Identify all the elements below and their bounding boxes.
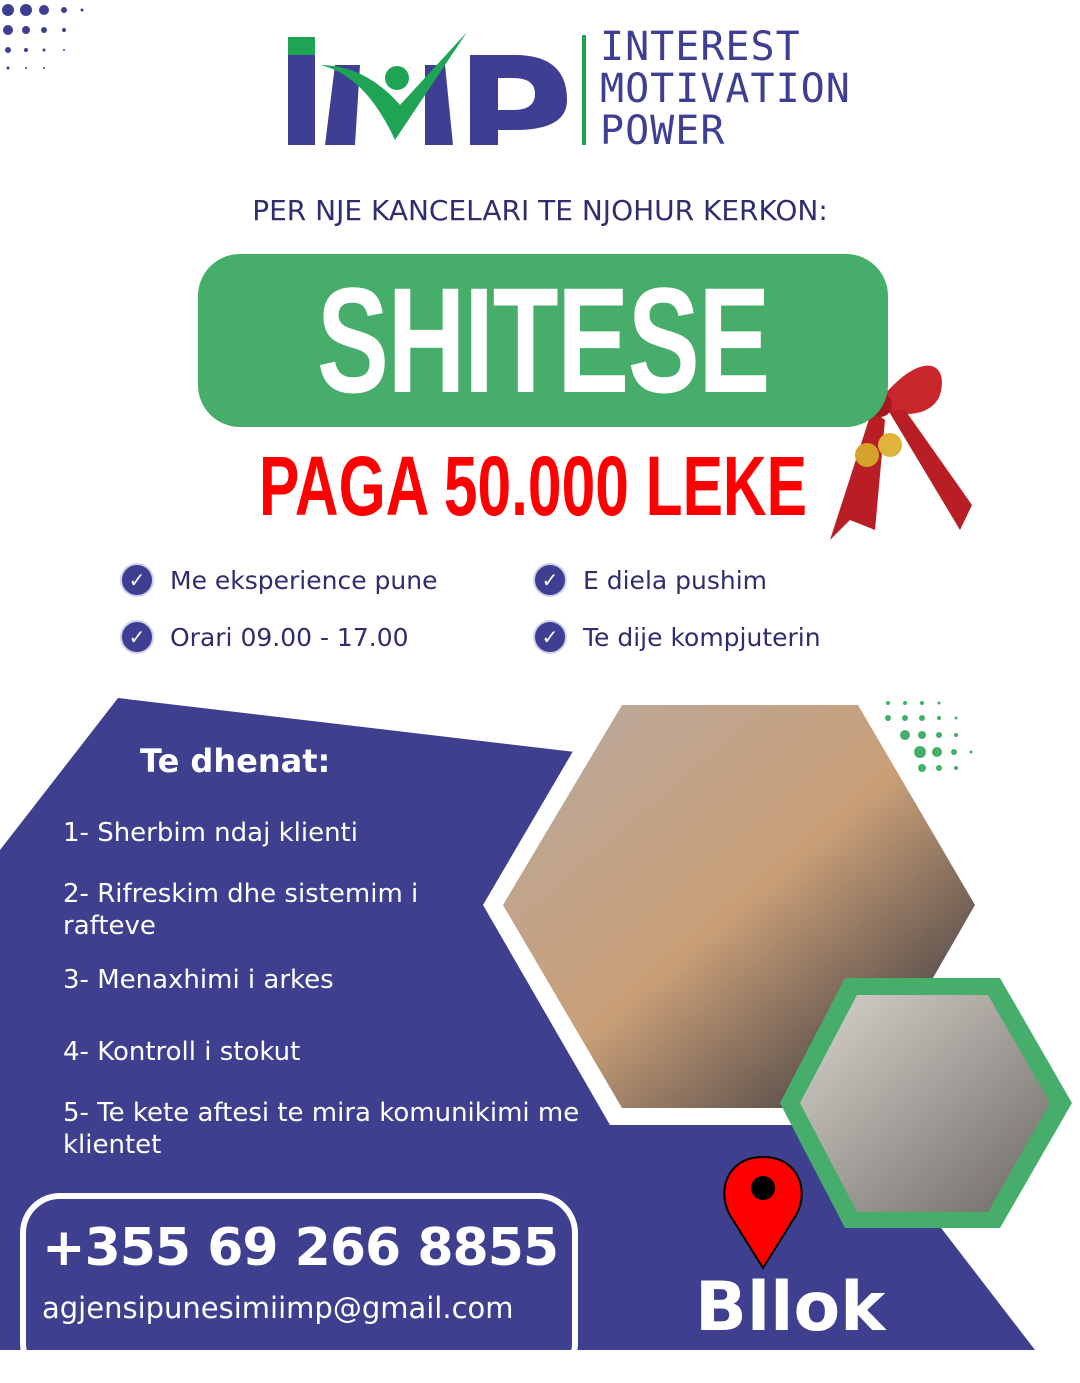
- requirement-item: [533, 563, 767, 597]
- position-title: SHITESE: [316, 256, 770, 424]
- detail-item: 1- Sherbim ndaj klienti: [63, 818, 358, 848]
- location-name: Bllok: [695, 1268, 886, 1347]
- logo-tagline: [600, 26, 851, 152]
- logo-word: POWER: [600, 108, 726, 154]
- position-banner: [198, 254, 888, 427]
- requirement-label: Orari 09.00 - 17.00: [170, 622, 409, 652]
- check-icon: ✓: [120, 563, 154, 597]
- requirement-label: Me eksperience pune: [170, 565, 438, 595]
- salary: PAGA 50.000 LEKE: [259, 439, 807, 533]
- requirement-label: Te dije kompjuterin: [583, 622, 821, 652]
- decor-dots-top-left: [2, 4, 84, 70]
- requirement-item: [533, 620, 821, 654]
- requirement-label: E diela pushim: [583, 565, 768, 595]
- details-title: Te dhenat:: [140, 742, 331, 780]
- email-address[interactable]: agjensipunesimiimp@gmail.com: [42, 1291, 514, 1325]
- detail-item: 2- Rifreskim dhe sistemim i rafteve: [63, 879, 419, 941]
- logo-word: INTEREST: [600, 24, 801, 70]
- logo-word: MOTIVATION: [600, 66, 851, 112]
- check-icon: ✓: [120, 620, 154, 654]
- logo-divider: [582, 35, 586, 145]
- detail-item: 5- Te kete aftesi te mira komunikimi me klientet: [63, 1098, 580, 1160]
- detail-item: 3- Menaxhimi i arkes: [63, 965, 334, 995]
- imp-logo: [285, 20, 575, 150]
- detail-item: 4- Kontroll i stokut: [63, 1037, 301, 1067]
- check-icon: ✓: [533, 620, 567, 654]
- headline: PER NJE KANCELARI TE NJOHUR KERKON:: [252, 194, 828, 227]
- check-icon: ✓: [533, 563, 567, 597]
- phone-number[interactable]: +355 69 266 8855: [42, 1218, 559, 1278]
- requirement-item: [120, 620, 409, 654]
- requirement-item: [120, 563, 438, 597]
